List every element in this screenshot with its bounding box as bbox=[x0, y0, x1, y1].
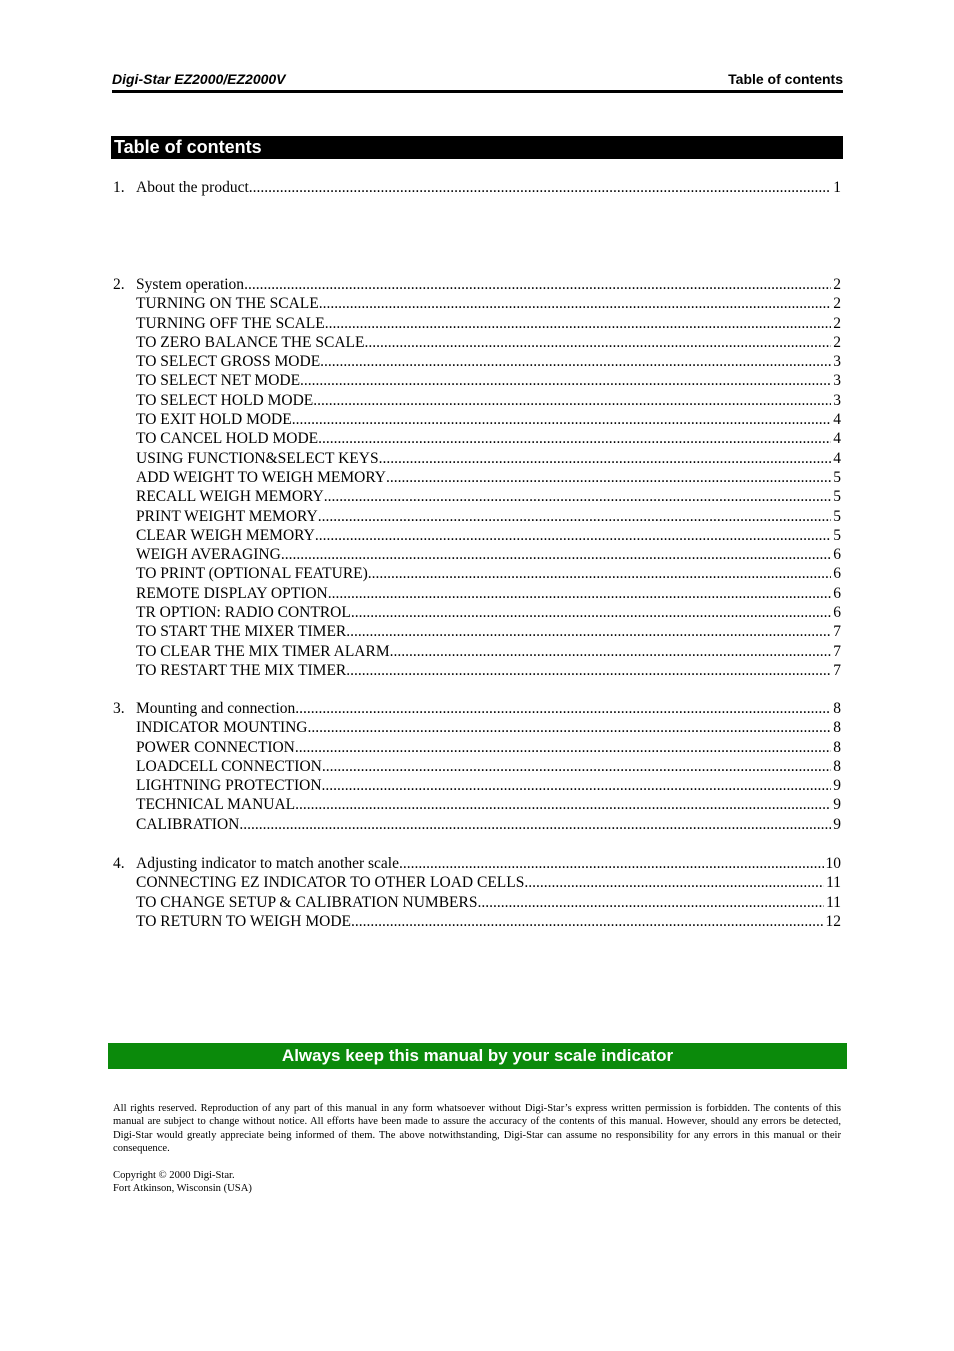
toc-entry-label: TURNING ON THE SCALE bbox=[136, 295, 319, 313]
toc-entry-label: LOADCELL CONNECTION bbox=[136, 757, 322, 775]
toc-section-number: 3. bbox=[113, 700, 125, 717]
toc-entry-label: TO EXIT HOLD MODE bbox=[136, 411, 292, 429]
toc-entry[interactable] bbox=[113, 391, 841, 410]
toc-page-number: 9 bbox=[833, 815, 841, 833]
location-line: Fort Atkinson, Wisconsin (USA) bbox=[113, 1183, 252, 1195]
toc-entry-label: CALIBRATION bbox=[136, 815, 240, 833]
toc-title: Table of contents bbox=[114, 137, 262, 157]
toc-entry-label: ADD WEIGHT TO WEIGH MEMORY bbox=[136, 468, 387, 486]
toc-entry-label: LIGHTNING PROTECTION bbox=[136, 777, 322, 795]
rights-notice: All rights reserved. Reproduction of any part of this manual in any form whatsoever without Digi-Star’s express written permission is forbidden. The contents of this manual are subject to change without notice. All efforts have been made to assure the accuracy of the contents of this manual. However, should any errors be detected, Digi-Star would greatly appreciate being informed of them. The above notwithstanding, Digi-Star can assume no responsibility for any errors in this manual or their consequence. bbox=[113, 1103, 841, 1155]
toc-entry-label: PRINT WEIGHT MEMORY bbox=[136, 507, 318, 525]
toc-entry-label: RECALL WEIGH MEMORY bbox=[136, 488, 324, 506]
toc-leader-dots bbox=[319, 294, 832, 313]
toc-page-number: 6 bbox=[833, 546, 841, 564]
toc-entry-label: TO SELECT NET MODE bbox=[136, 372, 301, 390]
toc-page-number: 10 bbox=[825, 855, 841, 872]
toc-entry-label: TO RETURN TO WEIGH MODE bbox=[136, 912, 351, 930]
toc-leader-dots bbox=[399, 854, 824, 873]
toc-leader-dots bbox=[322, 776, 832, 795]
toc-page-number: 4 bbox=[833, 411, 841, 429]
toc-entry-label: TECHNICAL MANUAL bbox=[136, 796, 296, 814]
toc-entry[interactable] bbox=[113, 487, 841, 506]
toc-entry[interactable] bbox=[113, 449, 841, 468]
keep-manual-banner: Always keep this manual by your scale indicator bbox=[108, 1043, 847, 1069]
toc-section-title: Adjusting indicator to match another scale bbox=[136, 855, 399, 872]
header-section-name: Table of contents bbox=[728, 71, 843, 87]
header-product-name: Digi-Star EZ2000/EZ2000V bbox=[112, 71, 286, 87]
toc-entry-label: CLEAR WEIGH MEMORY bbox=[136, 526, 315, 544]
toc-leader-dots bbox=[308, 718, 832, 737]
toc-entry-label: REMOTE DISPLAY OPTION bbox=[136, 584, 328, 602]
toc-entry[interactable] bbox=[113, 795, 841, 814]
toc-entry[interactable] bbox=[113, 642, 841, 661]
toc-leader-dots bbox=[351, 912, 824, 931]
toc-leader-dots bbox=[315, 526, 831, 545]
toc-entry[interactable] bbox=[113, 507, 841, 526]
toc-entry[interactable] bbox=[113, 545, 841, 564]
toc-leader-dots bbox=[320, 352, 831, 371]
copyright-block bbox=[113, 1169, 252, 1196]
toc-entry[interactable] bbox=[113, 738, 841, 757]
toc-leader-dots bbox=[368, 564, 831, 583]
toc-section-2 bbox=[113, 275, 841, 680]
toc-page-number: 7 bbox=[833, 623, 841, 641]
toc-entry[interactable] bbox=[113, 468, 841, 487]
toc-page-number: 6 bbox=[833, 584, 841, 602]
toc-page-number: 4 bbox=[833, 449, 841, 467]
toc-leader-dots bbox=[318, 507, 832, 526]
toc-entry[interactable] bbox=[113, 410, 841, 429]
toc-entry-label: TO CLEAR THE MIX TIMER ALARM bbox=[136, 642, 390, 660]
toc-leader-dots bbox=[346, 622, 831, 641]
toc-entry-label: TR OPTION: RADIO CONTROL bbox=[136, 604, 351, 622]
toc-page-number: 3 bbox=[833, 372, 841, 390]
toc-page-number: 2 bbox=[833, 276, 841, 293]
toc-entry-label: INDICATOR MOUNTING bbox=[136, 719, 308, 737]
toc-entry[interactable] bbox=[113, 699, 841, 718]
toc-entry[interactable] bbox=[113, 893, 841, 912]
toc-leader-dots bbox=[239, 815, 831, 834]
toc-leader-dots bbox=[351, 603, 831, 622]
toc-leader-dots bbox=[313, 391, 831, 410]
toc-entry[interactable] bbox=[113, 622, 841, 641]
toc-entry[interactable] bbox=[113, 371, 841, 390]
toc-page-number: 9 bbox=[833, 796, 841, 814]
toc-entry[interactable] bbox=[113, 854, 841, 873]
toc-leader-dots bbox=[386, 468, 831, 487]
toc-page-number: 8 bbox=[833, 719, 841, 737]
toc-page-number: 2 bbox=[833, 314, 841, 332]
toc-entry[interactable] bbox=[113, 333, 841, 352]
toc-leader-dots bbox=[379, 449, 832, 468]
toc-leader-dots bbox=[292, 410, 832, 429]
toc-section-number: 2. bbox=[113, 276, 125, 293]
toc-entry-label: TO RESTART THE MIX TIMER bbox=[136, 661, 347, 679]
toc-leader-dots bbox=[364, 333, 831, 352]
toc-entry-label: TO CHANGE SETUP & CALIBRATION NUMBERS bbox=[136, 893, 478, 911]
toc-entry[interactable] bbox=[113, 603, 841, 622]
toc-entry[interactable] bbox=[113, 275, 841, 294]
toc-entry[interactable] bbox=[113, 352, 841, 371]
toc-entry-label: CONNECTING EZ INDICATOR TO OTHER LOAD CELLS bbox=[136, 874, 525, 892]
toc-entry-label: TO PRINT (OPTIONAL FEATURE) bbox=[136, 565, 368, 583]
toc-entry-label: USING FUNCTION&SELECT KEYS bbox=[136, 449, 379, 467]
copyright-line: Copyright © 2000 Digi-Star. bbox=[113, 1170, 235, 1181]
toc-entry-label: TO START THE MIXER TIMER bbox=[136, 623, 347, 641]
toc-page-number: 4 bbox=[833, 430, 841, 448]
toc-leader-dots bbox=[325, 314, 832, 333]
toc-page-number: 9 bbox=[833, 777, 841, 795]
toc-leader-dots bbox=[390, 642, 832, 661]
toc-entry[interactable] bbox=[113, 912, 841, 931]
toc-page-number: 5 bbox=[833, 526, 841, 544]
toc-page-number: 3 bbox=[833, 353, 841, 371]
toc-leader-dots bbox=[300, 371, 831, 390]
toc-entry[interactable] bbox=[113, 564, 841, 583]
toc-leader-dots bbox=[324, 487, 832, 506]
toc-entry[interactable] bbox=[113, 584, 841, 603]
toc-leader-dots bbox=[322, 757, 831, 776]
toc-entry[interactable] bbox=[113, 815, 841, 834]
toc-title-banner bbox=[111, 136, 843, 159]
toc-entry[interactable] bbox=[113, 526, 841, 545]
toc-section-title: Mounting and connection bbox=[136, 700, 296, 717]
toc-page-number: 1 bbox=[833, 179, 841, 196]
toc-entry[interactable] bbox=[113, 873, 841, 892]
toc-section-number: 1. bbox=[113, 179, 125, 196]
toc-section-1 bbox=[113, 178, 841, 197]
toc-entry-label: TO SELECT GROSS MODE bbox=[136, 353, 321, 371]
toc-leader-dots bbox=[295, 699, 831, 718]
toc-entry-label: TO ZERO BALANCE THE SCALE bbox=[136, 333, 365, 351]
toc-entry-label: TURNING OFF THE SCALE bbox=[136, 314, 325, 332]
toc-page-number: 2 bbox=[833, 333, 841, 351]
toc-page-number: 8 bbox=[833, 738, 841, 756]
toc-entry[interactable] bbox=[113, 294, 841, 313]
toc-leader-dots bbox=[328, 584, 831, 603]
toc-page-number: 6 bbox=[833, 604, 841, 622]
toc-entry-label: TO CANCEL HOLD MODE bbox=[136, 430, 319, 448]
toc-section-3 bbox=[113, 699, 841, 834]
toc-page-number: 5 bbox=[833, 468, 841, 486]
toc-leader-dots bbox=[318, 429, 831, 448]
page-header bbox=[112, 70, 843, 93]
toc-page-number: 2 bbox=[833, 295, 841, 313]
toc-leader-dots bbox=[524, 873, 824, 892]
toc-page-number: 11 bbox=[826, 893, 841, 911]
toc-page-number: 5 bbox=[833, 488, 841, 506]
toc-entry[interactable] bbox=[113, 776, 841, 795]
toc-leader-dots bbox=[244, 275, 831, 294]
toc-page-number: 7 bbox=[833, 642, 841, 660]
toc-page-number: 8 bbox=[833, 700, 841, 717]
toc-leader-dots bbox=[295, 738, 831, 757]
toc-entry[interactable] bbox=[113, 429, 841, 448]
toc-leader-dots bbox=[346, 661, 831, 680]
toc-entry[interactable] bbox=[113, 718, 841, 737]
toc-entry[interactable] bbox=[113, 757, 841, 776]
toc-leader-dots bbox=[477, 893, 824, 912]
toc-page-number: 5 bbox=[833, 507, 841, 525]
toc-section-4 bbox=[113, 854, 841, 931]
toc-page-number: 12 bbox=[825, 912, 841, 930]
toc-page-number: 3 bbox=[833, 391, 841, 409]
toc-entry-label: WEIGH AVERAGING bbox=[136, 546, 281, 564]
toc-section-number: 4. bbox=[113, 855, 125, 872]
toc-leader-dots bbox=[295, 795, 831, 814]
toc-entry[interactable] bbox=[113, 661, 841, 680]
toc-section-title: About the product bbox=[136, 179, 249, 196]
toc-section-title: System operation bbox=[136, 276, 245, 293]
toc-page-number: 8 bbox=[833, 757, 841, 775]
toc-leader-dots bbox=[281, 545, 831, 564]
toc-entry-label: TO SELECT HOLD MODE bbox=[136, 391, 314, 409]
toc-entry-label: POWER CONNECTION bbox=[136, 738, 295, 756]
toc-page-number: 11 bbox=[826, 874, 841, 892]
toc-page-number: 7 bbox=[833, 661, 841, 679]
toc-entry[interactable] bbox=[113, 314, 841, 333]
toc-leader-dots bbox=[249, 178, 831, 197]
toc-page-number: 6 bbox=[833, 565, 841, 583]
toc-entry[interactable] bbox=[113, 178, 841, 197]
